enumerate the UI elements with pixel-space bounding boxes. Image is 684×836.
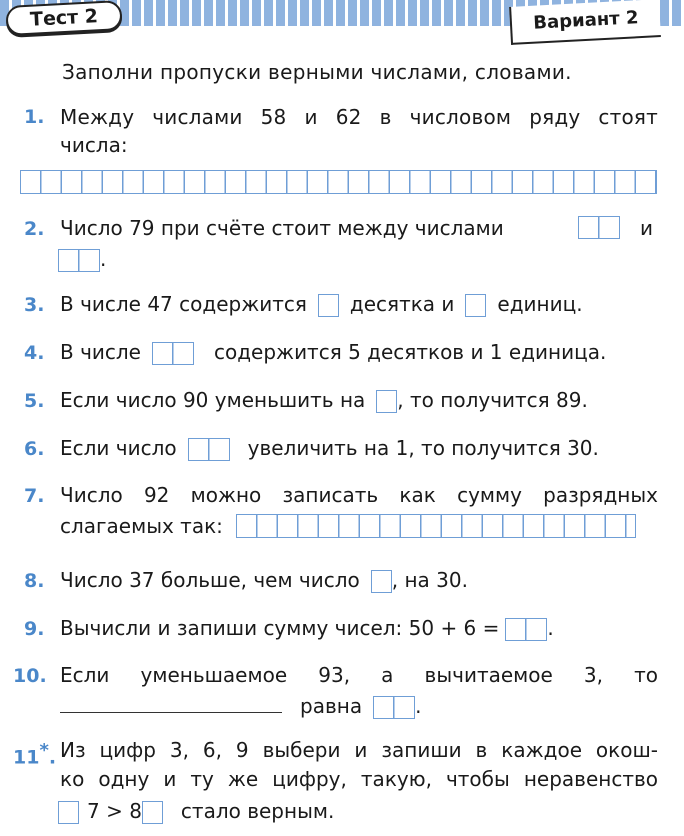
task-6-text-b: увеличить на 1, то получится 30. (247, 436, 599, 460)
task-6-number: 6. (24, 438, 45, 460)
task-2-period: . (100, 247, 107, 271)
task-2-answer-box-a[interactable] (578, 216, 620, 239)
task-10-answer-box[interactable] (373, 696, 415, 719)
task-10-number: 10. (13, 665, 47, 687)
task-4-answer-box[interactable] (152, 342, 194, 365)
task-5-text-a: Если число 90 уменьшить на (60, 388, 366, 412)
task-4-number: 4. (24, 342, 45, 364)
task-5-text-b: , то получится 89. (397, 388, 588, 412)
task-10-answer-line[interactable] (60, 712, 282, 713)
task-2-and: и (640, 216, 653, 240)
task-11-inequality: 7 > 8 (87, 799, 142, 823)
task-9-text: Вычисли и запиши сумму чисел: 50 + 6 = (60, 616, 500, 640)
task-3-text-b: десятка и (349, 292, 455, 316)
task-9-answer-box[interactable] (505, 618, 547, 641)
task-1-line-2: числа: (60, 133, 128, 157)
task-5-number: 5. (24, 390, 45, 412)
task-3-answer-box-units[interactable] (465, 294, 486, 317)
task-9-number: 9. (24, 618, 45, 640)
task-8-answer-box[interactable] (371, 570, 392, 593)
task-5-answer-box[interactable] (376, 390, 397, 413)
test-label: Тест 2 (5, 0, 122, 36)
task-1-line-1: Между числами 58 и 62 в числовом ряду стоят (60, 105, 658, 129)
task-7-number: 7. (24, 485, 45, 507)
task-7-line-2: слагаемых так: (60, 514, 223, 538)
task-6-text-a: Если число (60, 436, 177, 460)
task-11-dot: . (48, 746, 57, 769)
task-11-line-1: Из цифр 3, 6, 9 выбери и запиши в каждое окош- (60, 738, 658, 762)
task-8-text-a: Число 37 больше, чем число (60, 568, 360, 592)
task-11-star: * (39, 740, 49, 761)
variant-label: Вариант 2 (509, 0, 661, 45)
task-10-line-1: Если уменьшаемое 93, а вычитаемое 3, то (60, 663, 658, 687)
task-8-number: 8. (24, 570, 45, 592)
task-8-text-b: , на 30. (391, 568, 468, 592)
task-11-number: 11*. (13, 740, 57, 769)
task-3-text-c: единиц. (497, 292, 583, 316)
task-3-answer-box-tens[interactable] (318, 294, 339, 317)
task-3-number: 3. (24, 294, 45, 316)
task-11-answer-box-a[interactable] (58, 801, 79, 824)
task-2-answer-box-b[interactable] (58, 249, 100, 272)
task-11-text-end: стало верным. (180, 799, 335, 823)
task-7-line-1: Число 92 можно записать как сумму разрядных (60, 483, 658, 507)
task-4-text-a: В числе (60, 340, 141, 364)
task-10-text-b: равна (300, 694, 363, 718)
task-11-answer-box-b[interactable] (142, 801, 163, 824)
task-3-text-a: В числе 47 содержится (60, 292, 307, 316)
task-9-period: . (547, 616, 554, 640)
task-6-answer-box[interactable] (188, 438, 230, 461)
task-7-answer-strip[interactable] (236, 514, 636, 538)
instruction: Заполни пропуски верными числами, словами. (62, 60, 572, 84)
task-11-line-2: ко одну и ту же цифру, такую, чтобы неравенство (60, 767, 658, 791)
task-4-text-b: содержится 5 десятков и 1 единица. (213, 340, 607, 364)
task-2-text: Число 79 при счёте стоит между числами (60, 216, 504, 240)
task-2-number: 2. (24, 218, 45, 240)
task-10-period: . (415, 694, 422, 718)
task-1-answer-strip[interactable] (20, 170, 657, 194)
task-1-number: 1. (24, 106, 45, 128)
